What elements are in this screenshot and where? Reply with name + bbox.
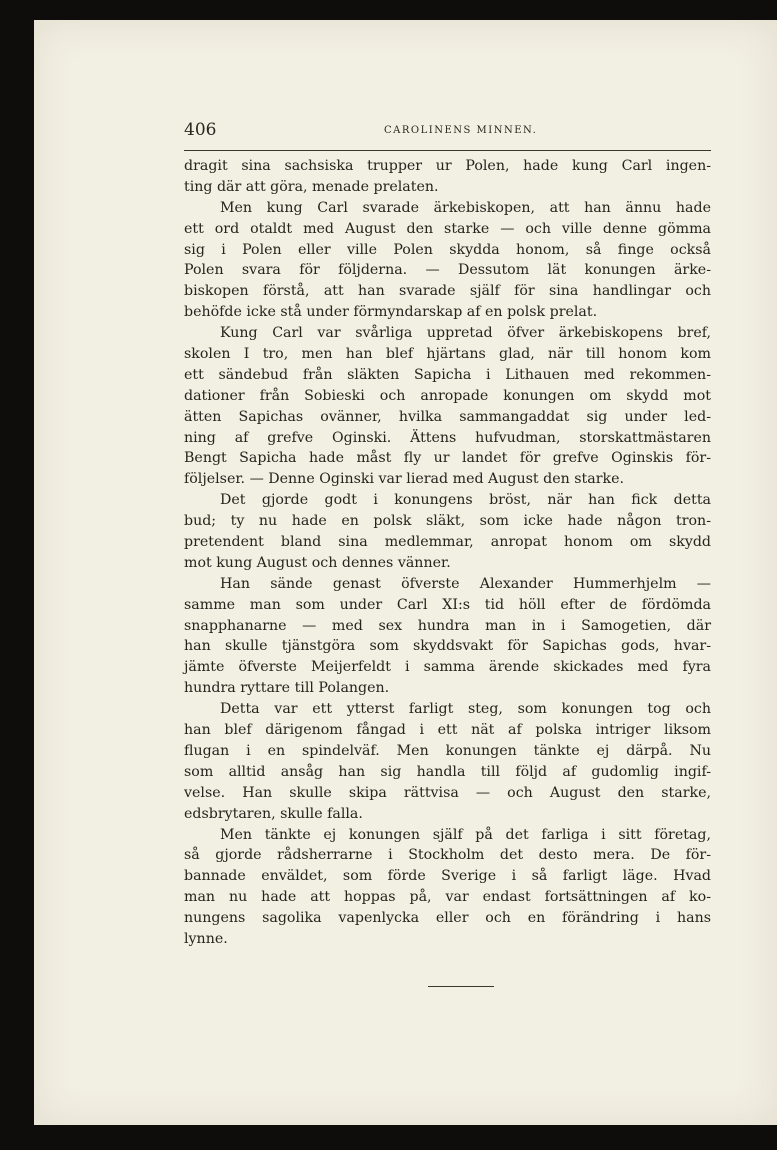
text-line: velse. Han skulle skipa rättvisa — och August den starke, [184,784,711,801]
text-line: följelser. — Denne Oginski var lierad med August den starke. [184,471,624,488]
text-line: ning af grefve Oginski. Ättens hufvudman, storskattmästaren [184,429,711,446]
text-line: han skulle tjänstgöra som skyddsvakt för Sapichas gods, hvar- [184,638,711,655]
text-line: Bengt Sapicha hade måst fly ur landet för grefve Oginskis för- [184,450,711,467]
text-line: ett sändebud från släkten Sapicha i Lithauen med rekommen- [184,366,711,383]
text-line: bannade enväldet, som förde Sverige i så farligt läge. Hvad [184,868,711,885]
text-line: edsbrytaren, skulle falla. [184,805,363,822]
text-line: Men tänkte ej konungen själf på det farliga i sitt företag, [220,826,711,843]
text-line: nungens sagolika vapenlycka eller och en förändring i hans [184,910,711,927]
text-line: Polen svara för följderna. — Dessutom lät konungen ärke- [184,262,711,279]
text-line: Kung Carl var svårliga uppretad öfver ärkebiskopens bref, [220,325,711,342]
running-head: CAROLINENS MINNEN. [384,125,538,136]
text-line: Det gjorde godt i konungens bröst, när han fick detta [220,492,711,509]
page-header [184,120,711,151]
text-line: hundra ryttare till Polangen. [184,680,390,697]
text-line: ett ord otaldt med August den starke — och ville denne gömma [184,220,711,237]
text-line: Detta var ett ytterst farligt steg, som konungen tog och [220,701,711,718]
text-line: mot kung August och dennes vänner. [184,554,451,571]
text-line: lynne. [184,930,228,947]
text-line: ätten Sapichas ovänner, hvilka sammangaddat sig under led- [184,408,711,425]
text-line: dationer från Sobieski och anropade konungen om skydd mot [184,387,711,404]
end-rule [428,986,494,987]
text-line: sig i Polen eller ville Polen skydda honom, så finge också [184,241,711,258]
text-line: han blef därigenom fångad i ett nät af polska intriger liksom [184,722,711,739]
text-line: Men kung Carl svarade ärkebiskopen, att han ännu hade [220,199,711,216]
text-line: samme man som under Carl XI:s tid höll efter de fördömda [184,596,711,613]
page-number: 406 [184,120,217,140]
body-text [184,156,711,950]
text-line: bud; ty nu hade en polsk släkt, som icke hade någon tron- [184,513,711,530]
text-line: Han sände genast öfverste Alexander Hummerhjelm — [220,575,711,592]
text-line: snapphanarne — med sex hundra man in i Samogetien, där [184,617,711,634]
book-page [34,20,777,1125]
text-line: biskopen förstå, att han svarade själf för sina handlingar och [184,283,711,300]
text-line: dragit sina sachsiska trupper ur Polen, hade kung Carl ingen- [184,158,711,174]
text-line: så gjorde rådsherrarne i Stockholm det desto mera. De för- [184,847,711,864]
text-line: ting där att göra, menade prelaten. [184,178,439,195]
text-line: jämte öfverste Meijerfeldt i samma ärende skickades med fyra [184,659,711,676]
text-line: som alltid ansåg han sig handla till följd af gudomlig ingif- [184,763,711,780]
text-line: skolen I tro, men han blef hjärtans glad, när till honom kom [184,346,711,363]
text-line: man nu hade att hoppas på, var endast fortsättningen af ko- [184,889,711,906]
text-line: behöfde icke stå under förmyndarskap af en polsk prelat. [184,304,598,321]
text-line: pretendent bland sina medlemmar, anropat honom om skydd [184,534,711,551]
text-line: flugan i en spindelväf. Men konungen tänkte ej därpå. Nu [184,742,711,759]
